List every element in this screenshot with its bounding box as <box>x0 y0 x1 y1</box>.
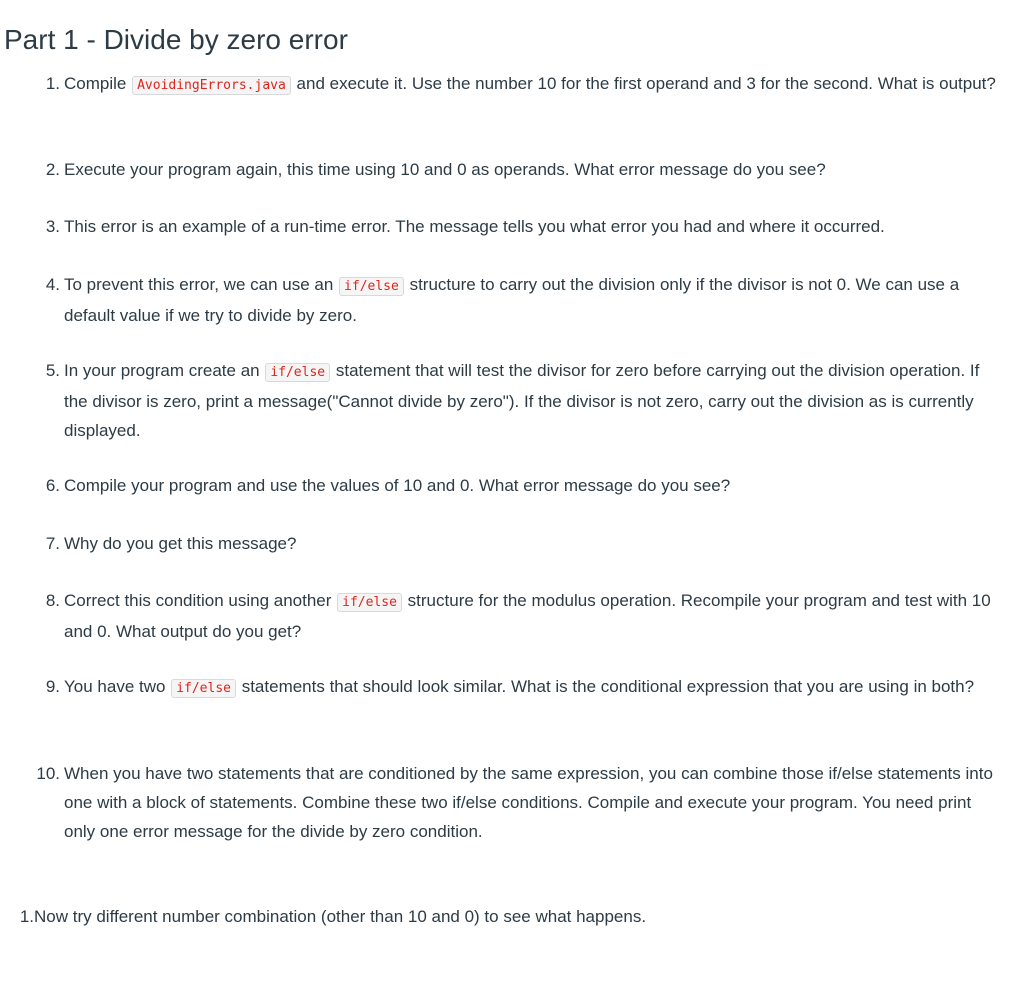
step-number: 3. <box>45 217 60 236</box>
step-text-fragment: Execute your program again, this time using 10 and 0 as operands. What error message do you see? <box>64 160 826 179</box>
step-text-fragment: and execute it. Use the number 10 for the first operand and 3 for the second. What is output? <box>291 74 996 93</box>
step-number: 8. <box>45 591 60 610</box>
inline-code: if/else <box>337 593 402 612</box>
step-number: 5. <box>45 361 60 380</box>
inline-code: if/else <box>265 363 330 382</box>
step-text-fragment: statement that will test the divisor for zero before carrying out the division operation. If the divisor is zero, print a message("Cannot divide by zero"). If the divisor is not zero, carry out the division as is currently displayed. <box>64 361 980 440</box>
inline-code: if/else <box>339 277 404 296</box>
step-text <box>64 759 1004 846</box>
step-number: 2. <box>45 160 60 179</box>
step-text-fragment: Why do you get this message? <box>64 534 297 553</box>
step-text <box>64 69 1004 100</box>
step-text-fragment: In your program create an <box>64 361 265 380</box>
step-number: 7. <box>45 534 60 553</box>
step-text: Now try different number combination (other than 10 and 0) to see what happens. <box>34 907 647 926</box>
step-number: 10. <box>36 764 60 783</box>
step-number: 9. <box>45 677 60 696</box>
step-number: 6. <box>45 476 60 495</box>
step-text <box>64 672 1004 703</box>
step-text-fragment: You have two <box>64 677 171 696</box>
step-text-fragment: This error is an example of a run-time error. The message tells you what error you had and where it occurred. <box>64 217 885 236</box>
step-text <box>64 471 1004 500</box>
step-text <box>64 270 1004 330</box>
step-text-fragment: To prevent this error, we can use an <box>64 275 339 294</box>
step-number: 4. <box>45 275 60 294</box>
step-text-fragment: structure for the modulus operation. Recompile your program and test with 10 and 0. What output do you get? <box>64 591 991 641</box>
step-text <box>64 586 1004 646</box>
step-text <box>64 212 1004 241</box>
step-text <box>64 356 1004 445</box>
inline-code: if/else <box>171 679 236 698</box>
step-text-fragment: Correct this condition using another <box>64 591 337 610</box>
step-text <box>64 529 1004 558</box>
step-text-fragment: statements that should look similar. What is the conditional expression that you are using in both? <box>236 677 975 696</box>
step-text <box>64 155 1004 184</box>
step-text-fragment: structure to carry out the division only if the divisor is not 0. We can use a default value if we try to divide by zero. <box>64 275 960 325</box>
page-title: Part 1 - Divide by zero error <box>4 24 348 55</box>
step-number: 1. <box>19 907 34 926</box>
step-text-fragment: When you have two statements that are conditioned by the same expression, you can combine those if/else statements into one with a block of statements. Combine these two if/else conditions. Compile and execute your program. You need print only one error message for the divide by zero condition. <box>64 764 993 841</box>
inline-code: AvoidingErrors.java <box>132 76 291 95</box>
step-number: 1. <box>45 74 60 93</box>
step-text-fragment: Compile your program and use the values of 10 and 0. What error message do you see? <box>64 476 731 495</box>
step-text-fragment: Compile <box>64 74 132 93</box>
